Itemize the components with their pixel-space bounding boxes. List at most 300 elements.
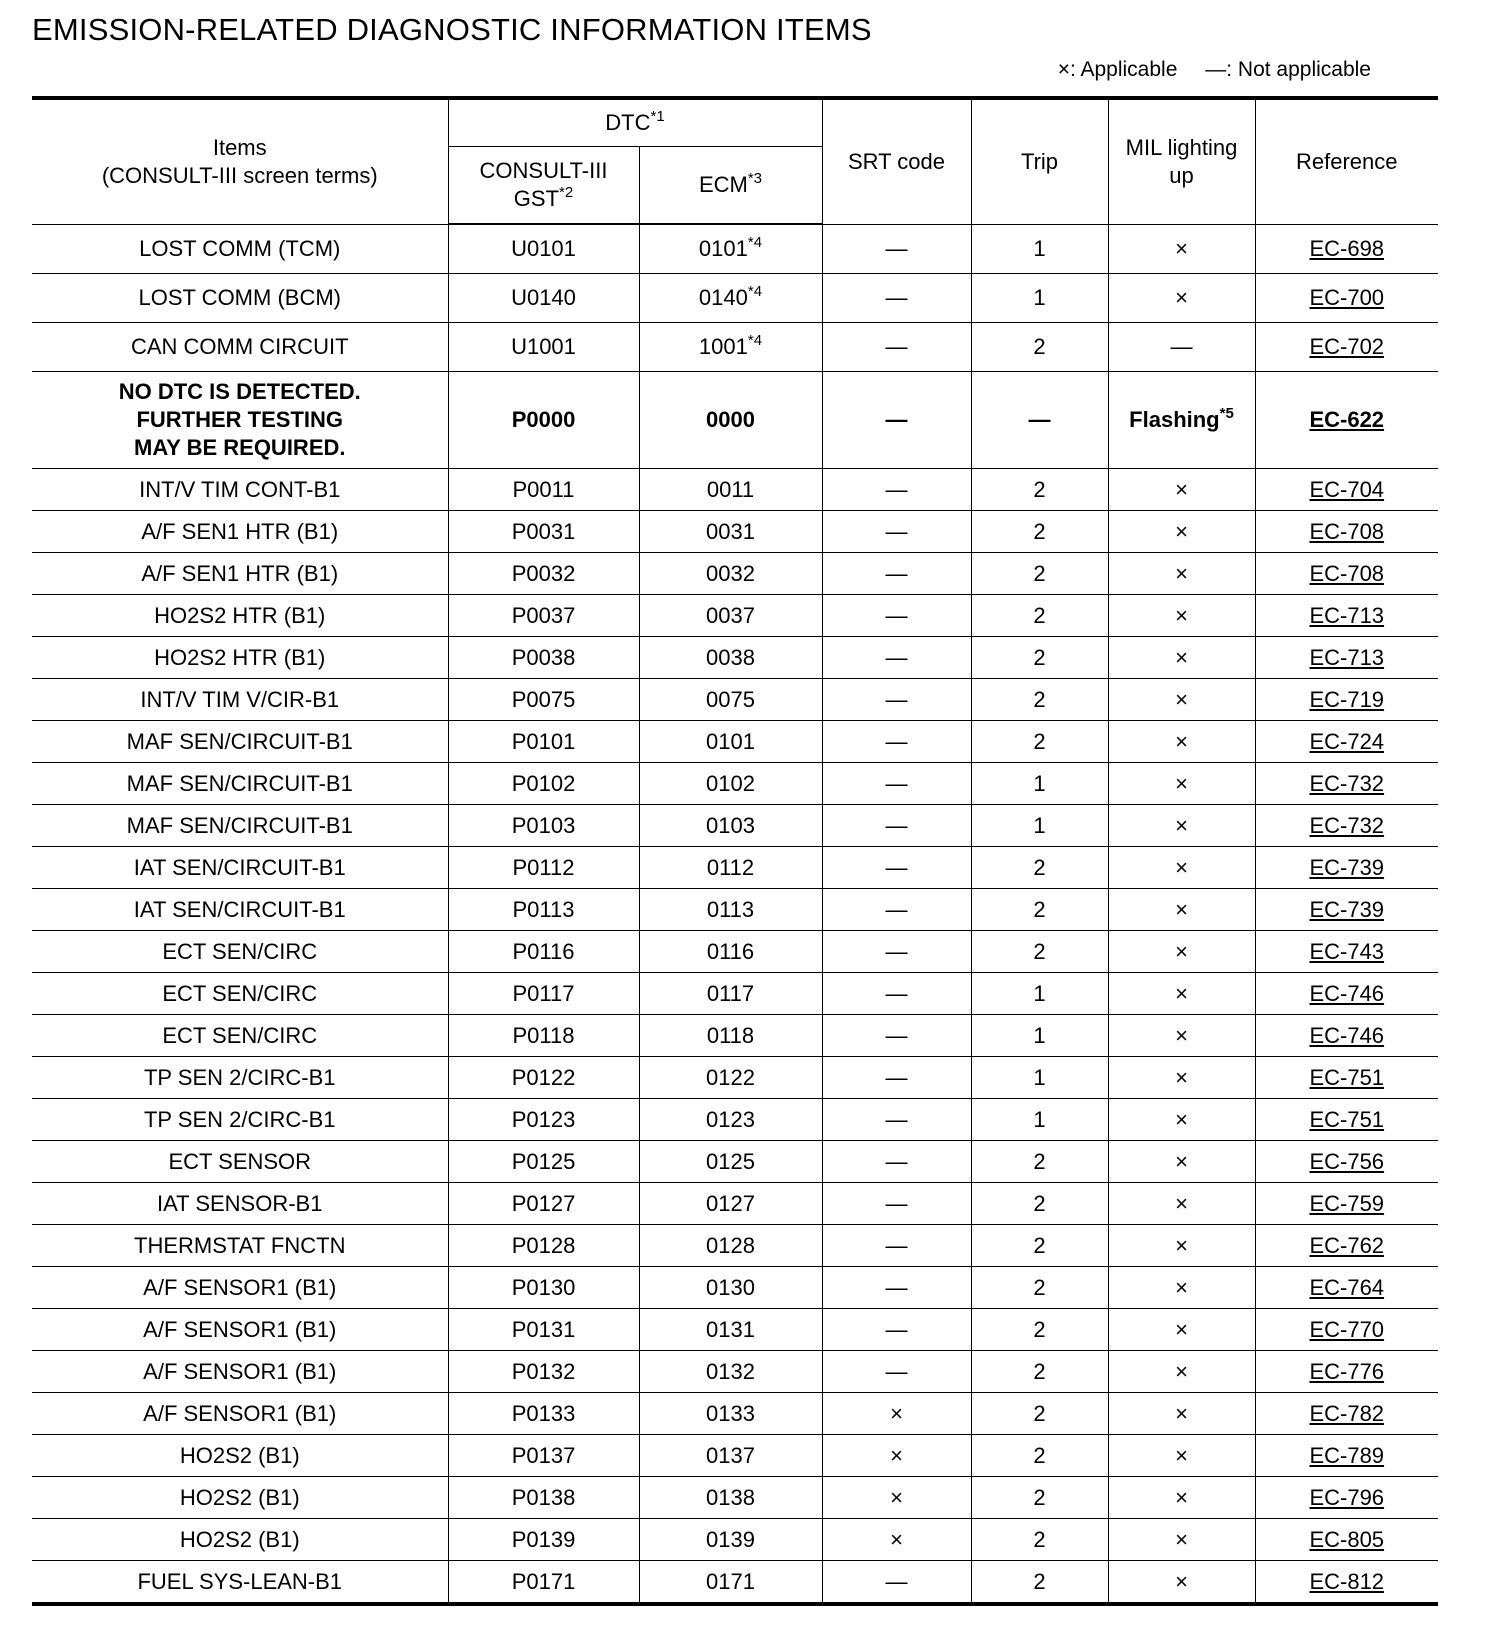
consult-code-cell: P0116 <box>448 931 639 973</box>
trip-cell: 1 <box>971 224 1108 274</box>
header-mil-label: MIL lighting up <box>1125 134 1238 188</box>
mil-cell <box>1108 553 1255 595</box>
table-row <box>32 1435 1438 1477</box>
ecm-code-cell <box>639 973 822 1015</box>
srt-code-cell: — <box>822 1309 971 1351</box>
reference-link[interactable]: EC-708 <box>1309 518 1385 544</box>
mil-cell <box>1108 1099 1255 1141</box>
item-cell: TP SEN 2/CIRC-B1 <box>32 1057 448 1099</box>
item-cell: FUEL SYS-LEAN-B1 <box>32 1561 448 1605</box>
legend <box>1058 58 1371 82</box>
table-row <box>32 973 1438 1015</box>
consult-code-cell: P0138 <box>448 1477 639 1519</box>
ecm-code-cell <box>639 323 822 372</box>
table-row <box>32 931 1438 973</box>
ecm-code: 0118 <box>706 1022 755 1048</box>
srt-code-cell: — <box>822 1015 971 1057</box>
ecm-code-cell <box>639 274 822 323</box>
ecm-code-cell <box>639 1099 822 1141</box>
reference-link[interactable]: EC-805 <box>1309 1526 1385 1552</box>
item-cell: HO2S2 (B1) <box>32 1435 448 1477</box>
reference-cell <box>1255 1435 1438 1477</box>
reference-cell <box>1255 224 1438 274</box>
mil-value: × <box>1175 1022 1188 1048</box>
srt-code-cell: — <box>822 469 971 511</box>
consult-code-cell: P0137 <box>448 1435 639 1477</box>
srt-code-cell: × <box>822 1477 971 1519</box>
srt-code-cell: — <box>822 553 971 595</box>
table-row <box>32 889 1438 931</box>
srt-code-cell: — <box>822 931 971 973</box>
mil-cell <box>1108 973 1255 1015</box>
ecm-code: 0138 <box>706 1484 755 1510</box>
mil-value: × <box>1175 728 1188 754</box>
item-cell: TP SEN 2/CIRC-B1 <box>32 1099 448 1141</box>
mil-cell <box>1108 889 1255 931</box>
mil-value: × <box>1175 1358 1188 1384</box>
mil-cell <box>1108 1561 1255 1605</box>
mil-cell <box>1108 1225 1255 1267</box>
item-cell: LOST COMM (BCM) <box>32 274 448 323</box>
reference-link[interactable]: EC-698 <box>1309 235 1385 261</box>
reference-link[interactable]: EC-751 <box>1309 1064 1385 1090</box>
table-row <box>32 1309 1438 1351</box>
trip-cell: 1 <box>971 1057 1108 1099</box>
consult-code-cell: U1001 <box>448 323 639 372</box>
mil-value: × <box>1175 854 1188 880</box>
mil-cell <box>1108 763 1255 805</box>
ecm-code: 0139 <box>706 1526 755 1552</box>
reference-cell <box>1255 1015 1438 1057</box>
ecm-code: 1001 <box>698 334 748 359</box>
reference-cell <box>1255 637 1438 679</box>
reference-cell <box>1255 553 1438 595</box>
reference-cell <box>1255 1267 1438 1309</box>
header-dtc-label: DTC <box>605 110 651 135</box>
consult-code-cell: P0075 <box>448 679 639 721</box>
item-cell: THERMSTAT FNCTN <box>32 1225 448 1267</box>
reference-cell <box>1255 511 1438 553</box>
table-row <box>32 1519 1438 1561</box>
table-row <box>32 1351 1438 1393</box>
srt-code-cell: — <box>822 805 971 847</box>
ecm-code-cell <box>639 1141 822 1183</box>
mil-cell <box>1108 1393 1255 1435</box>
reference-cell <box>1255 1141 1438 1183</box>
mil-value: × <box>1175 1442 1188 1468</box>
consult-code-cell: P0171 <box>448 1561 639 1605</box>
item-cell: INT/V TIM V/CIR-B1 <box>32 679 448 721</box>
reference-link[interactable]: EC-746 <box>1309 980 1385 1006</box>
item-cell: MAF SEN/CIRCUIT-B1 <box>32 805 448 847</box>
reference-cell <box>1255 1225 1438 1267</box>
item-cell: MAF SEN/CIRCUIT-B1 <box>32 721 448 763</box>
mil-value: × <box>1175 1232 1188 1258</box>
reference-cell <box>1255 1309 1438 1351</box>
reference-link[interactable]: EC-782 <box>1309 1400 1385 1426</box>
mil-value: × <box>1175 644 1188 670</box>
reference-cell <box>1255 469 1438 511</box>
ecm-code: 0102 <box>706 770 755 796</box>
mil-value: × <box>1175 812 1188 838</box>
reference-cell <box>1255 1057 1438 1099</box>
ecm-code-cell <box>639 1519 822 1561</box>
consult-code-cell: P0112 <box>448 847 639 889</box>
ecm-code-cell <box>639 805 822 847</box>
table-row <box>32 511 1438 553</box>
reference-link[interactable]: EC-713 <box>1309 602 1385 628</box>
header-reference: Reference <box>1255 98 1438 224</box>
reference-cell <box>1255 274 1438 323</box>
ecm-code-cell <box>639 469 822 511</box>
header-items-label: Items (CONSULT-III screen terms) <box>101 134 378 188</box>
reference-link[interactable]: EC-739 <box>1309 896 1385 922</box>
trip-cell: — <box>971 372 1108 469</box>
ecm-code: 0116 <box>706 938 755 964</box>
mil-cell <box>1108 323 1255 372</box>
mil-cell <box>1108 847 1255 889</box>
ecm-code-cell <box>639 1309 822 1351</box>
reference-link[interactable]: EC-746 <box>1309 1022 1385 1048</box>
header-trip: Trip <box>971 98 1108 224</box>
mil-value: × <box>1175 1316 1188 1342</box>
ecm-code: 0133 <box>706 1400 755 1426</box>
srt-code-cell: — <box>822 973 971 1015</box>
trip-cell: 2 <box>971 889 1108 931</box>
item-cell: IAT SEN/CIRCUIT-B1 <box>32 889 448 931</box>
item-cell: HO2S2 (B1) <box>32 1477 448 1519</box>
table-row <box>32 372 1438 469</box>
table-row <box>32 1099 1438 1141</box>
srt-code-cell: — <box>822 721 971 763</box>
table-row <box>32 679 1438 721</box>
trip-cell: 2 <box>971 1477 1108 1519</box>
reference-link[interactable]: EC-759 <box>1309 1190 1385 1216</box>
consult-code-cell: P0125 <box>448 1141 639 1183</box>
reference-cell <box>1255 323 1438 372</box>
ecm-code: 0122 <box>706 1064 755 1090</box>
reference-cell <box>1255 1183 1438 1225</box>
srt-code-cell: — <box>822 1183 971 1225</box>
mil-value: × <box>1175 896 1188 922</box>
mil-cell <box>1108 372 1255 469</box>
mil-value: × <box>1175 518 1188 544</box>
srt-code-cell: — <box>822 763 971 805</box>
header-consult-line1: CONSULT-III <box>479 158 608 183</box>
consult-code-cell: U0140 <box>448 274 639 323</box>
consult-code-cell: P0139 <box>448 1519 639 1561</box>
ecm-code-cell <box>639 595 822 637</box>
ecm-code: 0127 <box>706 1190 755 1216</box>
table-row <box>32 1267 1438 1309</box>
ecm-footnote: *4 <box>747 234 763 251</box>
trip-cell: 2 <box>971 595 1108 637</box>
table-row <box>32 274 1438 323</box>
ecm-code-cell <box>639 1057 822 1099</box>
srt-code-cell: × <box>822 1519 971 1561</box>
trip-cell: 2 <box>971 679 1108 721</box>
srt-code-cell: × <box>822 1393 971 1435</box>
table-row <box>32 721 1438 763</box>
page-title: EMISSION-RELATED DIAGNOSTIC INFORMATION ITEMS <box>32 12 872 47</box>
ecm-code-cell <box>639 721 822 763</box>
reference-link[interactable]: EC-739 <box>1309 854 1385 880</box>
reference-cell <box>1255 847 1438 889</box>
srt-code-cell: — <box>822 1267 971 1309</box>
header-ecm-label: ECM <box>698 172 748 197</box>
ecm-code-cell <box>639 931 822 973</box>
ecm-footnote: *4 <box>747 283 763 300</box>
ecm-code-cell <box>639 1351 822 1393</box>
mil-value: × <box>1175 1106 1188 1132</box>
reference-link[interactable]: EC-700 <box>1309 285 1385 310</box>
ecm-code: 0075 <box>706 686 755 712</box>
table-row <box>32 1393 1438 1435</box>
mil-cell <box>1108 224 1255 274</box>
reference-link[interactable]: EC-724 <box>1309 728 1385 754</box>
reference-cell <box>1255 1477 1438 1519</box>
consult-code-cell: U0101 <box>448 224 639 274</box>
mil-value: × <box>1175 1274 1188 1300</box>
ecm-code: 0103 <box>706 812 755 838</box>
ecm-code: 0000 <box>706 407 755 432</box>
reference-link[interactable]: EC-732 <box>1309 770 1385 796</box>
header-consult <box>448 147 639 225</box>
mil-value: × <box>1175 1526 1188 1552</box>
srt-code-cell: × <box>822 1435 971 1477</box>
reference-cell <box>1255 1351 1438 1393</box>
ecm-code: 0137 <box>706 1442 755 1468</box>
ecm-code: 0140 <box>698 285 748 310</box>
trip-cell: 2 <box>971 1183 1108 1225</box>
reference-cell <box>1255 1099 1438 1141</box>
srt-code-cell: — <box>822 1099 971 1141</box>
ecm-code: 0128 <box>706 1232 755 1258</box>
header-ecm <box>639 147 822 225</box>
ecm-code: 0171 <box>706 1568 755 1594</box>
header-consult-footnote: *2 <box>559 184 574 201</box>
mil-cell <box>1108 931 1255 973</box>
item-cell: INT/V TIM CONT-B1 <box>32 469 448 511</box>
reference-link[interactable]: EC-762 <box>1309 1232 1385 1258</box>
reference-cell <box>1255 1519 1438 1561</box>
table-row <box>32 637 1438 679</box>
reference-link[interactable]: EC-622 <box>1309 407 1385 432</box>
item-cell: A/F SENSOR1 (B1) <box>32 1267 448 1309</box>
ecm-code: 0117 <box>706 980 755 1006</box>
ecm-code: 0130 <box>706 1274 755 1300</box>
reference-link[interactable]: EC-764 <box>1309 1274 1385 1300</box>
item-cell: ECT SEN/CIRC <box>32 931 448 973</box>
mil-value: Flashing <box>1129 407 1220 432</box>
mil-cell <box>1108 1351 1255 1393</box>
ecm-code: 0031 <box>706 518 755 544</box>
mil-value: × <box>1175 1190 1188 1216</box>
reference-link[interactable]: EC-743 <box>1309 938 1385 964</box>
mil-cell <box>1108 1015 1255 1057</box>
mil-cell <box>1108 805 1255 847</box>
srt-code-cell: — <box>822 1561 971 1605</box>
mil-cell <box>1108 595 1255 637</box>
item-cell: NO DTC IS DETECTED. FURTHER TESTING MAY BE REQUIRED. <box>32 372 448 469</box>
reference-link[interactable]: EC-751 <box>1309 1106 1385 1132</box>
consult-code-cell: P0101 <box>448 721 639 763</box>
reference-link[interactable]: EC-756 <box>1309 1148 1385 1174</box>
mil-value: × <box>1175 686 1188 712</box>
ecm-code: 0037 <box>706 602 755 628</box>
reference-link[interactable]: EC-796 <box>1309 1484 1385 1510</box>
ecm-code-cell <box>639 889 822 931</box>
mil-value: × <box>1175 285 1188 310</box>
item-cell: IAT SEN/CIRCUIT-B1 <box>32 847 448 889</box>
ecm-footnote: *4 <box>747 332 763 349</box>
srt-code-cell: — <box>822 847 971 889</box>
reference-cell <box>1255 679 1438 721</box>
consult-code-cell: P0122 <box>448 1057 639 1099</box>
reference-link[interactable]: EC-770 <box>1309 1316 1385 1342</box>
table-row <box>32 1141 1438 1183</box>
ecm-code: 0132 <box>706 1358 755 1384</box>
ecm-code-cell <box>639 1015 822 1057</box>
item-cell: HO2S2 HTR (B1) <box>32 595 448 637</box>
reference-link[interactable]: EC-719 <box>1309 686 1385 712</box>
trip-cell: 2 <box>971 553 1108 595</box>
trip-cell: 2 <box>971 637 1108 679</box>
header-mil <box>1108 98 1255 224</box>
legend-applicable: ×: Applicable <box>1057 58 1178 81</box>
srt-code-cell: — <box>822 323 971 372</box>
trip-cell: 2 <box>971 1141 1108 1183</box>
reference-link[interactable]: EC-702 <box>1309 334 1385 359</box>
mil-cell <box>1108 1057 1255 1099</box>
mil-cell <box>1108 274 1255 323</box>
consult-code-cell: P0113 <box>448 889 639 931</box>
mil-cell <box>1108 637 1255 679</box>
consult-code-cell: P0103 <box>448 805 639 847</box>
item-cell: A/F SENSOR1 (B1) <box>32 1309 448 1351</box>
table-row <box>32 224 1438 274</box>
item-cell: HO2S2 (B1) <box>32 1519 448 1561</box>
mil-cell <box>1108 1477 1255 1519</box>
table-row <box>32 1183 1438 1225</box>
mil-footnote: *5 <box>1219 405 1234 422</box>
trip-cell: 1 <box>971 805 1108 847</box>
reference-cell <box>1255 721 1438 763</box>
consult-code-cell: P0031 <box>448 511 639 553</box>
table-row <box>32 805 1438 847</box>
mil-value: × <box>1175 1568 1188 1594</box>
ecm-code-cell <box>639 847 822 889</box>
mil-cell <box>1108 1519 1255 1561</box>
table-row <box>32 1015 1438 1057</box>
mil-value: × <box>1175 980 1188 1006</box>
reference-link[interactable]: EC-776 <box>1309 1358 1385 1384</box>
srt-code-cell: — <box>822 372 971 469</box>
mil-cell <box>1108 679 1255 721</box>
mil-cell <box>1108 1309 1255 1351</box>
trip-cell: 2 <box>971 721 1108 763</box>
item-cell: ECT SEN/CIRC <box>32 973 448 1015</box>
ecm-code-cell <box>639 637 822 679</box>
header-items <box>32 98 448 224</box>
trip-cell: 2 <box>971 1267 1108 1309</box>
trip-cell: 1 <box>971 973 1108 1015</box>
reference-cell <box>1255 931 1438 973</box>
reference-cell <box>1255 763 1438 805</box>
consult-code-cell: P0037 <box>448 595 639 637</box>
reference-link[interactable]: EC-708 <box>1309 560 1385 586</box>
trip-cell: 2 <box>971 1351 1108 1393</box>
trip-cell: 2 <box>971 323 1108 372</box>
reference-cell <box>1255 595 1438 637</box>
srt-code-cell: — <box>822 224 971 274</box>
consult-code-cell: P0102 <box>448 763 639 805</box>
reference-cell <box>1255 1393 1438 1435</box>
ecm-code-cell <box>639 372 822 469</box>
reference-link[interactable]: EC-704 <box>1309 476 1385 502</box>
trip-cell: 1 <box>971 1099 1108 1141</box>
table-row <box>32 553 1438 595</box>
mil-value: × <box>1175 602 1188 628</box>
reference-link[interactable]: EC-713 <box>1309 644 1385 670</box>
table-row <box>32 847 1438 889</box>
ecm-code-cell <box>639 1561 822 1605</box>
reference-link[interactable]: EC-732 <box>1309 812 1385 838</box>
item-cell: HO2S2 HTR (B1) <box>32 637 448 679</box>
mil-value: × <box>1175 1484 1188 1510</box>
ecm-code: 0038 <box>706 644 755 670</box>
reference-cell <box>1255 1561 1438 1605</box>
trip-cell: 2 <box>971 511 1108 553</box>
mil-value: × <box>1175 1148 1188 1174</box>
reference-link[interactable]: EC-812 <box>1309 1568 1385 1594</box>
ecm-code: 0101 <box>706 728 755 754</box>
srt-code-cell: — <box>822 511 971 553</box>
ecm-code-cell <box>639 224 822 274</box>
ecm-code-cell <box>639 763 822 805</box>
reference-cell <box>1255 372 1438 469</box>
consult-code-cell: P0038 <box>448 637 639 679</box>
srt-code-cell: — <box>822 1225 971 1267</box>
ecm-code-cell <box>639 1477 822 1519</box>
ecm-code: 0113 <box>706 896 755 922</box>
mil-value: — <box>1170 334 1193 359</box>
consult-code-cell: P0032 <box>448 553 639 595</box>
mil-value: × <box>1175 1400 1188 1426</box>
trip-cell: 2 <box>971 1519 1108 1561</box>
ecm-code: 0101 <box>698 236 748 261</box>
consult-code-cell: P0128 <box>448 1225 639 1267</box>
item-cell: IAT SENSOR-B1 <box>32 1183 448 1225</box>
item-cell: ECT SENSOR <box>32 1141 448 1183</box>
mil-cell <box>1108 1141 1255 1183</box>
ecm-code: 0123 <box>706 1106 755 1132</box>
trip-cell: 1 <box>971 274 1108 323</box>
item-cell: MAF SEN/CIRCUIT-B1 <box>32 763 448 805</box>
mil-cell <box>1108 1183 1255 1225</box>
ecm-code: 0032 <box>706 560 755 586</box>
reference-cell <box>1255 805 1438 847</box>
consult-code-cell: P0131 <box>448 1309 639 1351</box>
reference-cell <box>1255 889 1438 931</box>
srt-code-cell: — <box>822 274 971 323</box>
ecm-code-cell <box>639 1435 822 1477</box>
item-cell: A/F SENSOR1 (B1) <box>32 1393 448 1435</box>
srt-code-cell: — <box>822 889 971 931</box>
mil-value: × <box>1175 560 1188 586</box>
reference-link[interactable]: EC-789 <box>1309 1442 1385 1468</box>
consult-code-cell: P0011 <box>448 469 639 511</box>
